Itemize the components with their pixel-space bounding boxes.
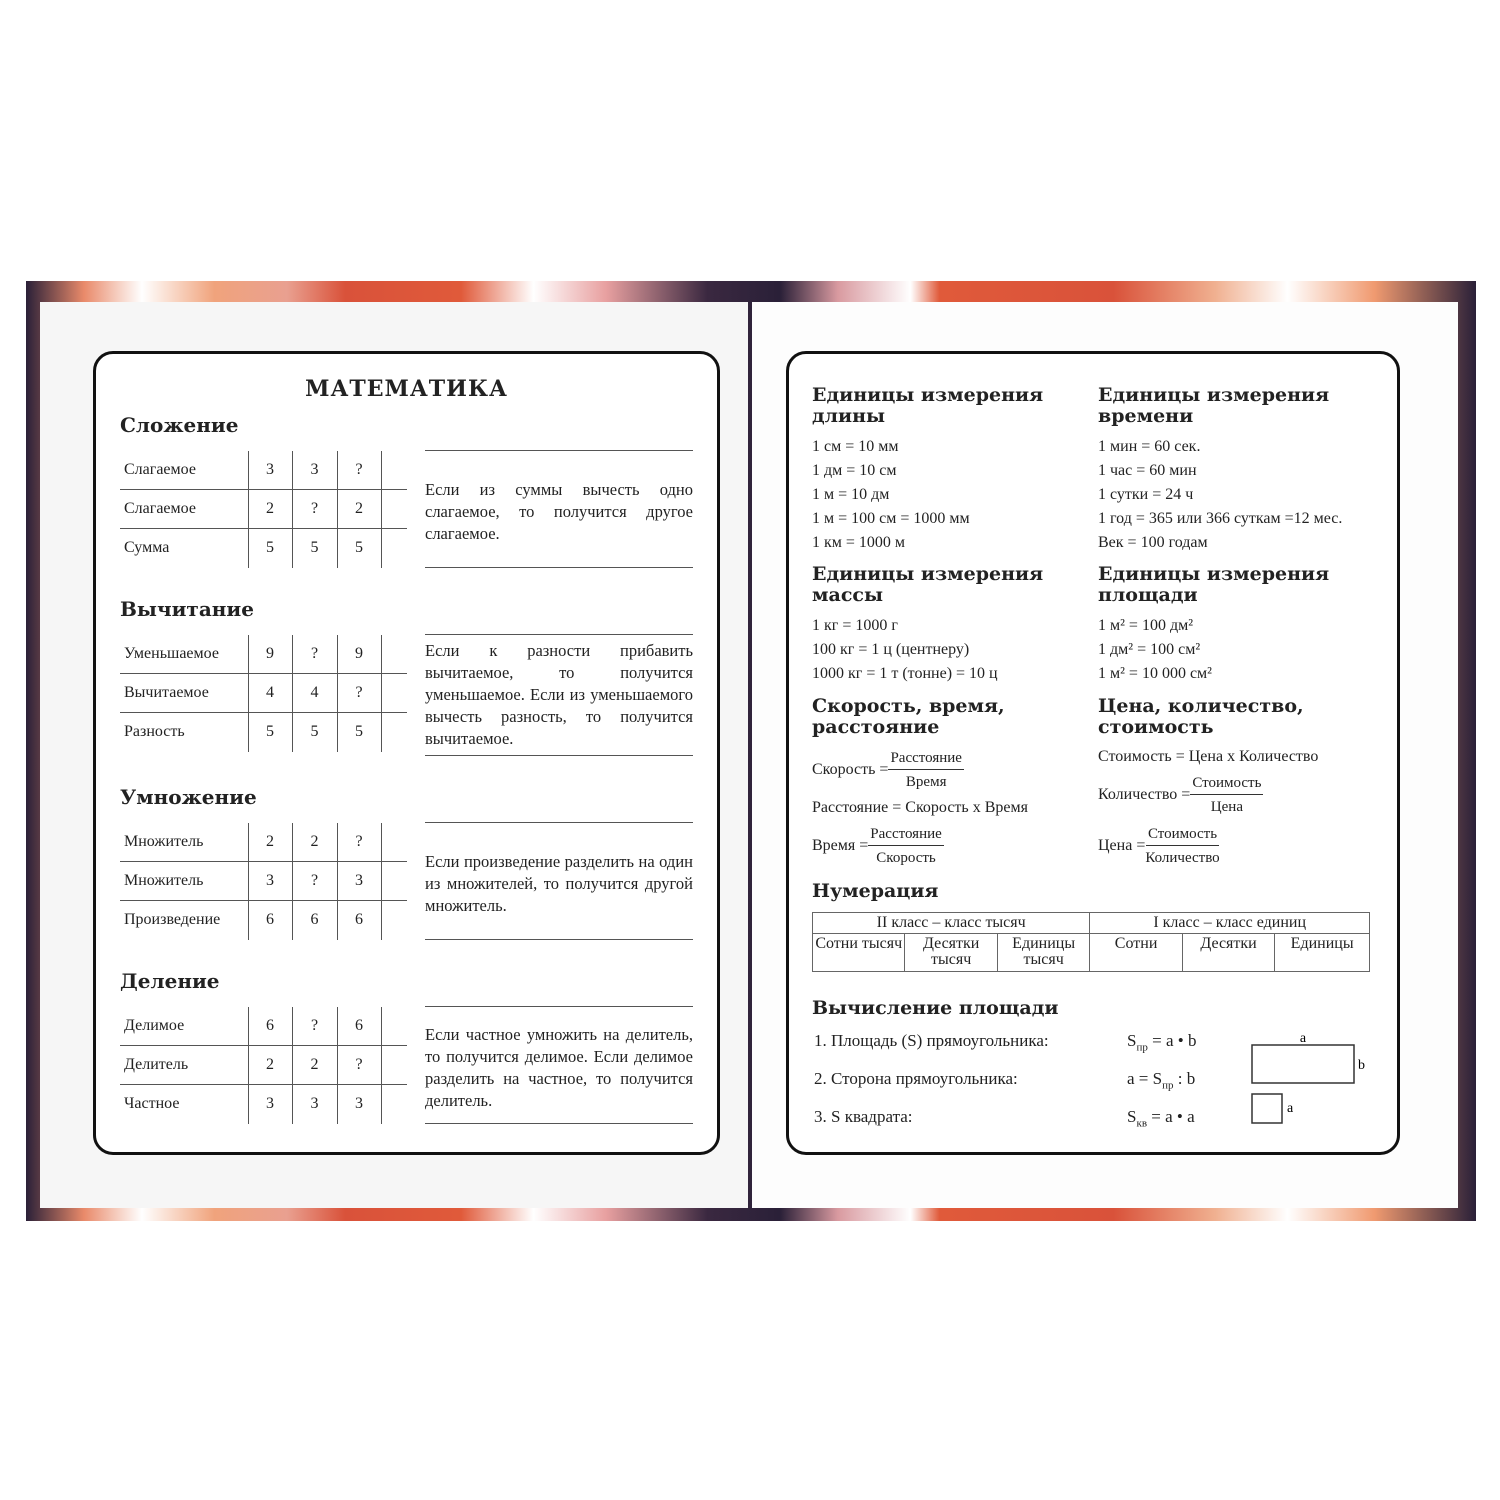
unit-line: 1 дм² = 100 см² <box>1098 641 1201 658</box>
area-item-label: 2. Сторона прямоугольника: <box>814 1069 1018 1088</box>
unit-line: 1 год = 365 или 366 суткам =12 мес. <box>1098 510 1343 527</box>
column-header: Единицы тысяч <box>997 934 1089 972</box>
cell-value: 4 <box>266 684 274 701</box>
column-divider <box>248 823 249 940</box>
unit-line: 100 кг = 1 ц (центнеру) <box>812 641 970 658</box>
rectangle-shape <box>1252 1045 1354 1083</box>
cell-value: 3 <box>266 1095 274 1112</box>
area-formula <box>1127 1031 1196 1053</box>
cell-value: 3 <box>266 461 274 478</box>
rule-line <box>425 939 693 940</box>
rule-text: Если произведение разделить на один из множителей, то получится другой множитель. <box>425 852 693 915</box>
section-heading: Умножение <box>120 785 257 809</box>
numerator: Стоимость <box>1190 775 1263 795</box>
cell-value: 5 <box>266 539 274 556</box>
cell-value: 2 <box>266 1056 274 1073</box>
table-row <box>120 674 407 713</box>
formula-lhs: Скорость = <box>812 761 889 779</box>
price-heading: Цена, количество, стоимость <box>1098 695 1304 738</box>
rule-line <box>425 822 693 823</box>
unit-line: 1 см = 10 мм <box>812 438 899 455</box>
unit-line: 1 км = 1000 м <box>812 534 906 551</box>
cell-value: 6 <box>310 911 319 928</box>
square-side-label: a <box>1287 1101 1294 1116</box>
cell-value: 5 <box>355 539 363 556</box>
cell-value: ? <box>310 645 319 662</box>
unit-line: 1 м = 100 см = 1000 мм <box>812 510 970 527</box>
unit-line: 1 дм = 10 см <box>812 462 897 479</box>
column-divider <box>292 635 293 752</box>
row-label: Слагаемое <box>124 500 196 517</box>
unit-line: 1 м² = 10 000 см² <box>1098 665 1212 682</box>
unit-line: 1 м² = 100 дм² <box>1098 617 1194 634</box>
row-label: Разность <box>124 723 185 740</box>
cell-value: ? <box>355 1056 363 1073</box>
cell-value: ? <box>355 461 363 478</box>
row-label: Произведение <box>124 911 221 928</box>
time-formula <box>812 826 944 867</box>
table-row <box>120 862 407 901</box>
table-row <box>120 1046 407 1085</box>
cell-value: 6 <box>266 1017 274 1034</box>
cell-value: 5 <box>310 539 319 556</box>
column-header: Десятки тысяч <box>905 934 997 972</box>
rectangle-square-diagram <box>1245 1028 1375 1130</box>
formula-post: = a • a <box>1147 1107 1195 1126</box>
rule-line <box>425 755 693 756</box>
row-label: Множитель <box>124 833 204 850</box>
rule-line <box>425 1006 693 1007</box>
cell-value: 3 <box>266 872 274 889</box>
fraction <box>1145 826 1219 867</box>
cell-value: 3 <box>310 461 319 478</box>
column-divider <box>381 635 382 752</box>
column-divider <box>381 451 382 568</box>
unit-line: 1000 кг = 1 т (тонне) = 10 ц <box>812 665 998 682</box>
unit-line: Век = 100 годам <box>1098 534 1208 551</box>
column-divider <box>248 451 249 568</box>
formula-lhs: Время = <box>812 837 869 855</box>
row-label: Частное <box>124 1095 180 1112</box>
rule-line <box>425 1123 693 1124</box>
column-divider <box>292 451 293 568</box>
column-divider <box>292 1007 293 1124</box>
cost-formula: Стоимость = Цена х Количество <box>1098 748 1319 765</box>
cell-value: 3 <box>355 872 363 889</box>
table-row <box>120 635 407 674</box>
rule-line <box>425 450 693 451</box>
unit-line: 1 кг = 1000 г <box>812 617 898 634</box>
denominator: Скорость <box>876 850 936 866</box>
formula-pre: S <box>1127 1031 1137 1050</box>
cell-value: ? <box>355 684 363 701</box>
formula-subscript: пр <box>1136 1041 1148 1054</box>
area-units-heading: Единицы измерения площади <box>1098 563 1330 606</box>
cell-value: 6 <box>355 1017 363 1034</box>
section-heading: Вычитание <box>120 597 254 621</box>
cell-value: ? <box>355 833 363 850</box>
column-divider <box>337 451 338 568</box>
cell-value: 6 <box>266 911 274 928</box>
rule-text: Если частное умножить на делитель, то получится делимое. Если делимое разделить на частное, то получится делитель. <box>425 1025 693 1110</box>
cell-value: 2 <box>310 833 319 850</box>
fraction <box>868 826 944 867</box>
formula-pre: a = S <box>1127 1069 1163 1088</box>
table-row <box>120 1085 407 1124</box>
page-title: МАТЕМАТИКА <box>305 376 508 402</box>
column-divider <box>381 823 382 940</box>
numeration-heading: Нумерация <box>812 880 939 902</box>
column-divider <box>337 823 338 940</box>
cell-value: 2 <box>355 500 363 517</box>
formula-subscript: кв <box>1136 1117 1148 1130</box>
speed-formula <box>812 750 964 791</box>
quantity-formula <box>1098 775 1263 816</box>
class-1-header: I класс – класс единиц <box>1090 913 1370 934</box>
row-label: Множитель <box>124 872 204 889</box>
side-a-label: a <box>1299 1031 1307 1046</box>
cell-value: 5 <box>355 723 363 740</box>
mass-heading: Единицы измерения массы <box>812 563 1044 606</box>
numerator: Стоимость <box>1146 826 1219 846</box>
cell-value: 6 <box>355 911 363 928</box>
denominator: Количество <box>1145 850 1220 866</box>
table-row <box>120 901 407 940</box>
column-header: Десятки <box>1182 934 1274 972</box>
row-label: Делитель <box>124 1056 189 1073</box>
table-row <box>120 451 407 490</box>
fraction <box>888 750 964 791</box>
rule-text: Если к разности прибавить вычитаемое, то получится уменьшаемое. Если из уменьшаемого вычесть разность, то получится вычитаемое. <box>425 641 693 748</box>
time-heading: Единицы измерения времени <box>1098 384 1330 427</box>
column-header: Сотни тысяч <box>813 934 905 972</box>
column-divider <box>337 1007 338 1124</box>
cell-value: ? <box>310 500 319 517</box>
row-label: Уменьшаемое <box>124 645 219 662</box>
cell-value: 5 <box>310 723 319 740</box>
column-header: Сотни <box>1090 934 1182 972</box>
unit-line: 1 час = 60 мин <box>1098 462 1197 479</box>
column-divider <box>381 1007 382 1124</box>
table-row <box>120 713 407 752</box>
cell-value: 9 <box>355 645 363 662</box>
area-item-label: 1. Площадь (S) прямоугольника: <box>814 1031 1049 1050</box>
denominator: Время <box>905 774 947 790</box>
square-shape <box>1252 1094 1282 1123</box>
unit-line: 1 мин = 60 сек. <box>1098 438 1201 455</box>
distance-formula: Расстояние = Скорость х Время <box>812 799 1028 816</box>
numeration-table <box>812 912 1370 972</box>
cell-value: ? <box>310 1017 319 1034</box>
rule-line <box>425 634 693 635</box>
cell-value: 2 <box>266 500 274 517</box>
length-heading: Единицы измерения длины <box>812 384 1044 427</box>
column-header: Единицы <box>1275 934 1370 972</box>
area-formula <box>1127 1107 1195 1129</box>
area-item-label: 3. S квадрата: <box>814 1107 913 1126</box>
cell-value: 2 <box>266 833 274 850</box>
formula-subscript: пр <box>1162 1079 1174 1092</box>
row-label: Сумма <box>124 539 170 556</box>
cell-value: 2 <box>310 1056 319 1073</box>
column-divider <box>248 1007 249 1124</box>
formula-pre: S <box>1127 1107 1137 1126</box>
price-formula <box>1098 826 1220 867</box>
cell-value: ? <box>310 872 319 889</box>
formula-lhs: Количество = <box>1098 786 1191 804</box>
rule-text: Если из суммы вычесть одно слагаемое, то получится другое слагаемое. <box>425 480 693 543</box>
unit-line: 1 м = 10 дм <box>812 486 890 503</box>
cell-value: 5 <box>266 723 274 740</box>
table-row <box>120 823 407 862</box>
unit-line: 1 сутки = 24 ч <box>1098 486 1194 503</box>
denominator: Цена <box>1210 799 1243 815</box>
rule-line <box>425 567 693 568</box>
table-row <box>120 1007 407 1046</box>
fraction <box>1190 775 1263 816</box>
cell-value: 4 <box>310 684 319 701</box>
formula-post: : b <box>1173 1069 1196 1088</box>
area-formula <box>1127 1069 1195 1091</box>
cell-value: 3 <box>310 1095 319 1112</box>
row-label: Делимое <box>124 1017 185 1034</box>
speed-heading: Скорость, время, расстояние <box>812 695 1005 738</box>
table-row <box>120 490 407 529</box>
side-b-label: b <box>1358 1058 1365 1073</box>
row-label: Слагаемое <box>124 461 196 478</box>
row-label: Вычитаемое <box>124 684 209 701</box>
cell-value: 3 <box>355 1095 363 1112</box>
formula-lhs: Цена = <box>1098 837 1146 855</box>
section-heading: Деление <box>120 969 220 993</box>
column-divider <box>292 823 293 940</box>
formula-post: = a • b <box>1147 1031 1197 1050</box>
column-divider <box>248 635 249 752</box>
cell-value: 9 <box>266 645 274 662</box>
numerator: Расстояние <box>888 750 964 770</box>
section-heading: Сложение <box>120 413 239 437</box>
numerator: Расстояние <box>868 826 944 846</box>
table-row <box>120 529 407 568</box>
area-calc-heading: Вычисление площади <box>812 997 1059 1019</box>
column-divider <box>337 635 338 752</box>
class-2-header: II класс – класс тысяч <box>813 913 1090 934</box>
